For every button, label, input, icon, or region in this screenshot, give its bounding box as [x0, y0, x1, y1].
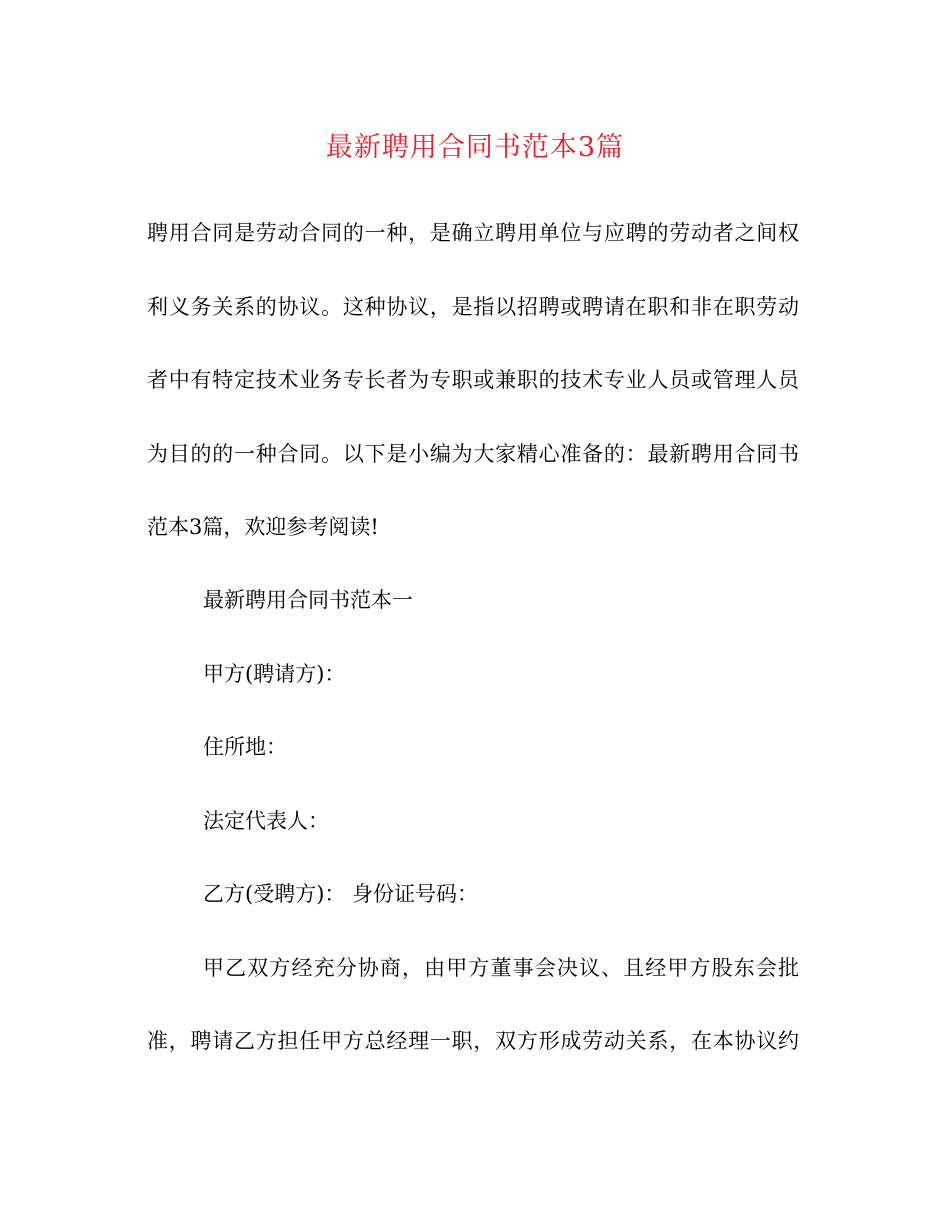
section-heading: 最新聘用合同书范本一	[203, 588, 413, 612]
address-field: 住所地：	[203, 735, 287, 759]
body-paragraph-line-2: 准，聘请乙方担任甲方总经理一职，双方形成劳动关系，在本协议约	[147, 1029, 799, 1053]
document-title: 最新聘用合同书范本3篇	[325, 132, 625, 163]
body-paragraph-line-1: 甲乙双方经充分协商，由甲方董事会决议、且经甲方股东会批	[203, 956, 799, 980]
intro-line-4: 为目的的一种合同。以下是小编为大家精心准备的：最新聘用合同书	[147, 442, 799, 466]
party-a-field: 甲方(聘请方)：	[203, 662, 346, 686]
intro-line-1: 聘用合同是劳动合同的一种，是确立聘用单位与应聘的劳动者之间权	[147, 221, 799, 245]
party-b-field: 乙方(受聘方)： 身份证号码：	[203, 882, 479, 906]
legal-representative-field: 法定代表人：	[203, 809, 329, 833]
intro-line-3: 者中有特定技术业务专长者为专职或兼职的技术专业人员或管理人员	[147, 368, 799, 392]
intro-line-2: 利义务关系的协议。这种协议，是指以招聘或聘请在职和非在职劳动	[147, 295, 799, 319]
intro-line-5: 范本3篇，欢迎参考阅读!	[147, 515, 379, 539]
